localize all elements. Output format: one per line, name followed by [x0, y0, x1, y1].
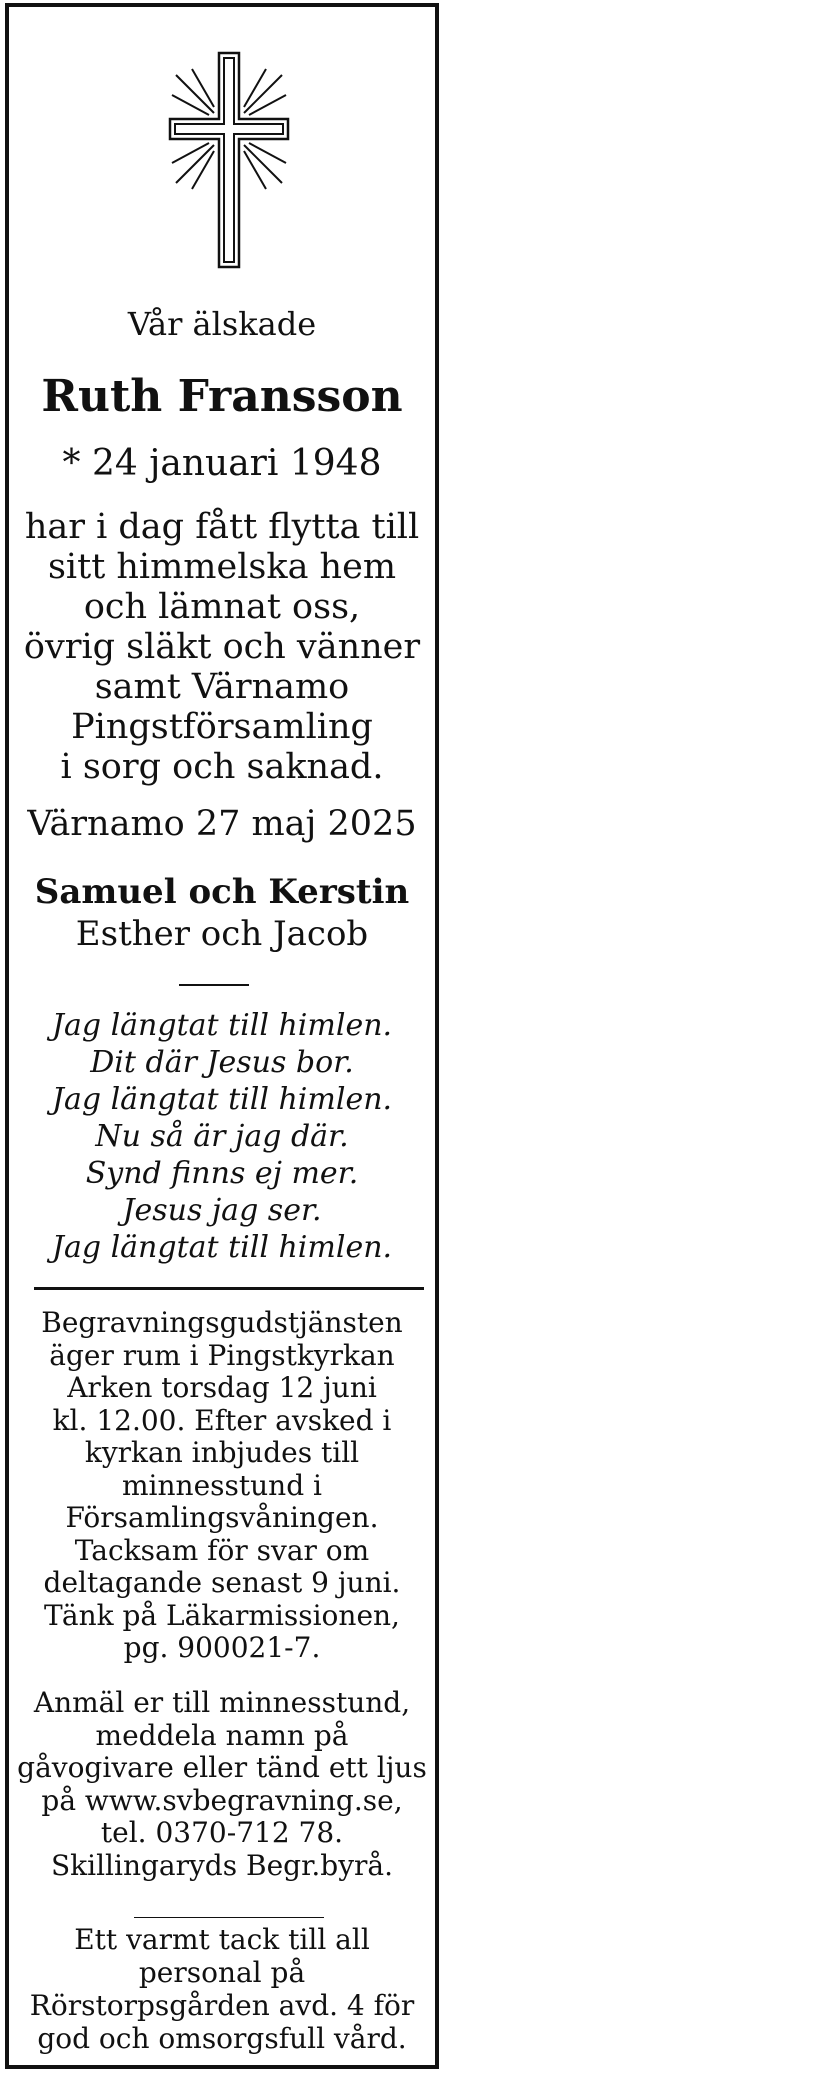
- birth-date: * 24 januari 1948: [62, 443, 382, 484]
- obituary-notice: [5, 3, 439, 2069]
- service-line: Tacksam för svar om: [74, 1533, 370, 1567]
- poem-line: Dit där Jesus bor.: [90, 1045, 354, 1080]
- announcement-line: har i dag fått flytta till: [24, 507, 420, 547]
- service-line: deltagande senast 9 juni.: [43, 1566, 401, 1599]
- announcement-text: [9, 507, 435, 787]
- announcement-line: och lämnat oss,: [83, 587, 361, 627]
- announcement-line: Pingstförsamling: [71, 707, 373, 747]
- thanks-line: personal på: [138, 1956, 306, 1989]
- deceased-name: Ruth Fransson: [41, 371, 403, 422]
- intro-text: Vår älskade: [127, 305, 317, 343]
- place-date: Värnamo 27 maj 2025: [27, 804, 417, 844]
- poem-line: Jag längtat till himlen.: [51, 1230, 393, 1265]
- thanks-note: [9, 1923, 435, 2055]
- announcement-line: i sorg och saknad.: [60, 747, 384, 787]
- divider: [179, 984, 249, 986]
- announcement-line: sitt himmelska hem: [47, 547, 397, 587]
- service-info: [9, 1307, 435, 1665]
- funeral-home-line: på www.svbegravning.se,: [41, 1783, 403, 1817]
- thanks-line: Rörstorpsgården avd. 4 för: [29, 1989, 415, 2022]
- divider: [134, 1917, 324, 1918]
- funeral-home-line: Anmäl er till minnesstund,: [33, 1686, 411, 1719]
- funeral-home-line: Skillingaryds Begr.byrå.: [50, 1848, 393, 1882]
- service-line: Arken torsdag 12 juni: [67, 1371, 377, 1404]
- announcement-line: övrig släkt och vänner: [23, 627, 421, 667]
- thanks-line: Ett varmt tack till all: [74, 1923, 370, 1956]
- family-names-primary: Samuel och Kerstin: [34, 872, 410, 912]
- service-line: Tänk på Läkarmissionen,: [44, 1598, 400, 1632]
- announcement-line: samt Värnamo: [94, 667, 350, 707]
- section-divider: [34, 1287, 424, 1290]
- service-line: minnesstund i: [122, 1468, 322, 1502]
- service-line: Församlingsvåningen.: [65, 1501, 379, 1534]
- funeral-home-line: gåvogivare eller tänd ett ljus: [17, 1751, 427, 1784]
- poem-line: Jag längtat till himlen.: [51, 1008, 393, 1043]
- poem-line: Synd finns ej mer.: [85, 1156, 359, 1191]
- poem-line: Jesus jag ser.: [122, 1193, 322, 1228]
- funeral-home-line: meddela namn på: [95, 1718, 349, 1752]
- service-line: kyrkan inbjudes till: [84, 1436, 360, 1469]
- thanks-line: god och omsorgsfull vård.: [37, 2022, 407, 2055]
- service-line: pg. 900021-7.: [123, 1631, 321, 1664]
- funeral-home-line: tel. 0370-712 78.: [100, 1816, 344, 1849]
- service-line: Begravningsgudstjänsten: [41, 1306, 403, 1339]
- service-line: kl. 12.00. Efter avsked i: [52, 1403, 392, 1437]
- radiant-cross-icon: [154, 47, 304, 277]
- poem: [9, 1007, 435, 1266]
- funeral-home-info: [9, 1687, 435, 1882]
- service-line: äger rum i Pingstkyrkan: [49, 1338, 395, 1372]
- family-names-secondary: Esther och Jacob: [75, 914, 369, 954]
- poem-line: Nu så är jag där.: [95, 1119, 349, 1154]
- poem-line: Jag längtat till himlen.: [51, 1082, 393, 1117]
